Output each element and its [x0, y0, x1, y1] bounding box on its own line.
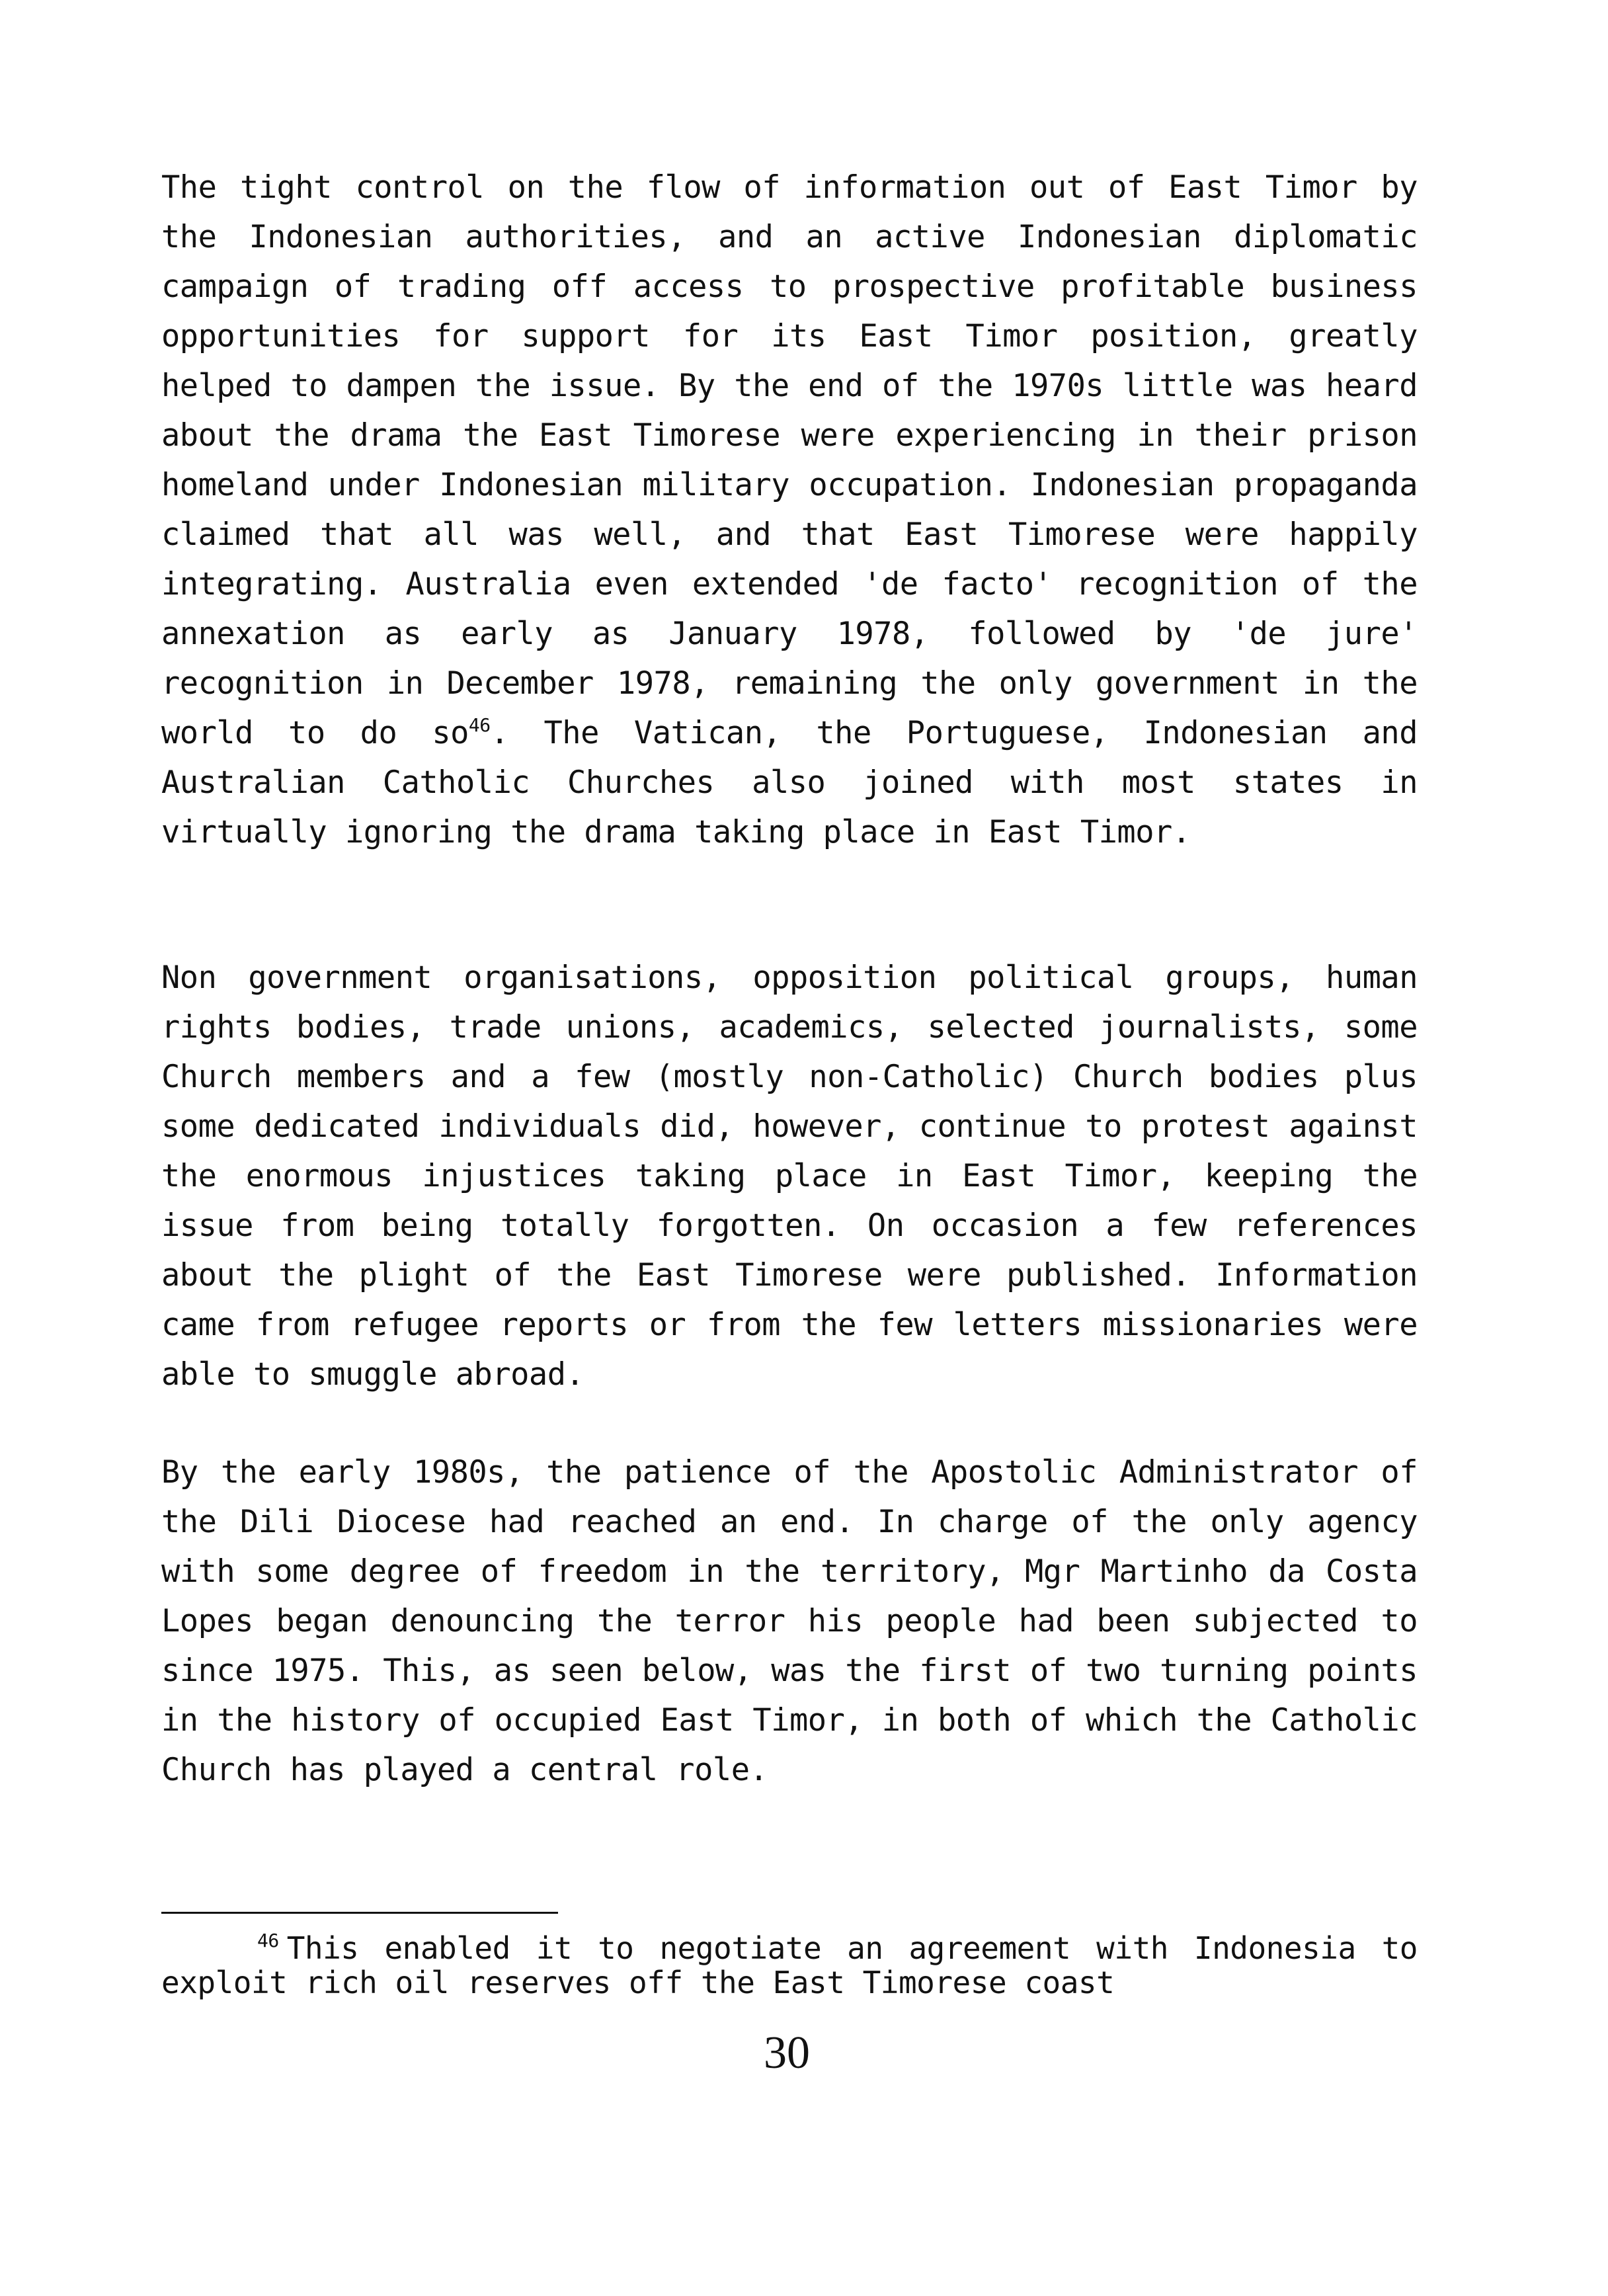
footnote-text: This enabled it to negotiate an agreement with Indonesia to exploit rich oil reserves off the East Timorese coast	[161, 1930, 1418, 2000]
paragraph-2: Non government organisations, opposition political groups, human rights bodies, trade unions, academics, selected journalists, some Church members and a few (mostly non-Catholic) Church bodies plus some dedicated individuals did, however, continue to protest against the enormous injustices taking place in East Timor, keeping the issue from being totally forgotten. On occasion a few references about the plight of the East Timorese were published. Information came from refugee reports or from the few letters missionaries were able to smuggle abroad.	[161, 960, 1418, 1393]
footnote-number: 46	[257, 1930, 279, 1951]
paragraph-3: By the early 1980s, the patience of the Apostolic Administrator of the Dili Diocese had reached an end. In charge of the only agency with some degree of freedom in the territory, Mgr Martinho da Costa Lopes began denouncing the terror his people had been subjected to since 1975. This, as seen below, was the first of two turning points in the history of occupied East Timor, in both of which the Catholic Church has played a central role.	[161, 1454, 1418, 1788]
page-number: 30	[764, 2028, 810, 2078]
footnote	[161, 1931, 1418, 2000]
footnote-reference: 46	[468, 714, 491, 736]
paragraph-1	[161, 163, 1418, 857]
footnote-divider	[161, 1912, 558, 1914]
paragraph-1-text-continued: . The Vatican, the Portuguese, Indonesian and Australian Catholic Churches also joined with most states in virtually ignoring the drama taking place in East Timor.	[161, 715, 1418, 850]
paragraph-1-text: The tight control on the flow of information out of East Timor by the Indonesian authorities, and an active Indonesian diplomatic campaign of trading off access to prospective profitable business opportunities for support for its East Timor position, greatly helped to dampen the issue. By the end of the 1970s little was heard about the drama the East Timorese were experiencing in their prison homeland under Indonesian military occupation. Indonesian propaganda claimed that all was well, and that East Timorese were happily integrating. Australia even extended 'de facto' recognition of the annexation as early as January 1978, followed by 'de jure' recognition in December 1978, remaining the only government in the world to do so	[161, 169, 1418, 751]
